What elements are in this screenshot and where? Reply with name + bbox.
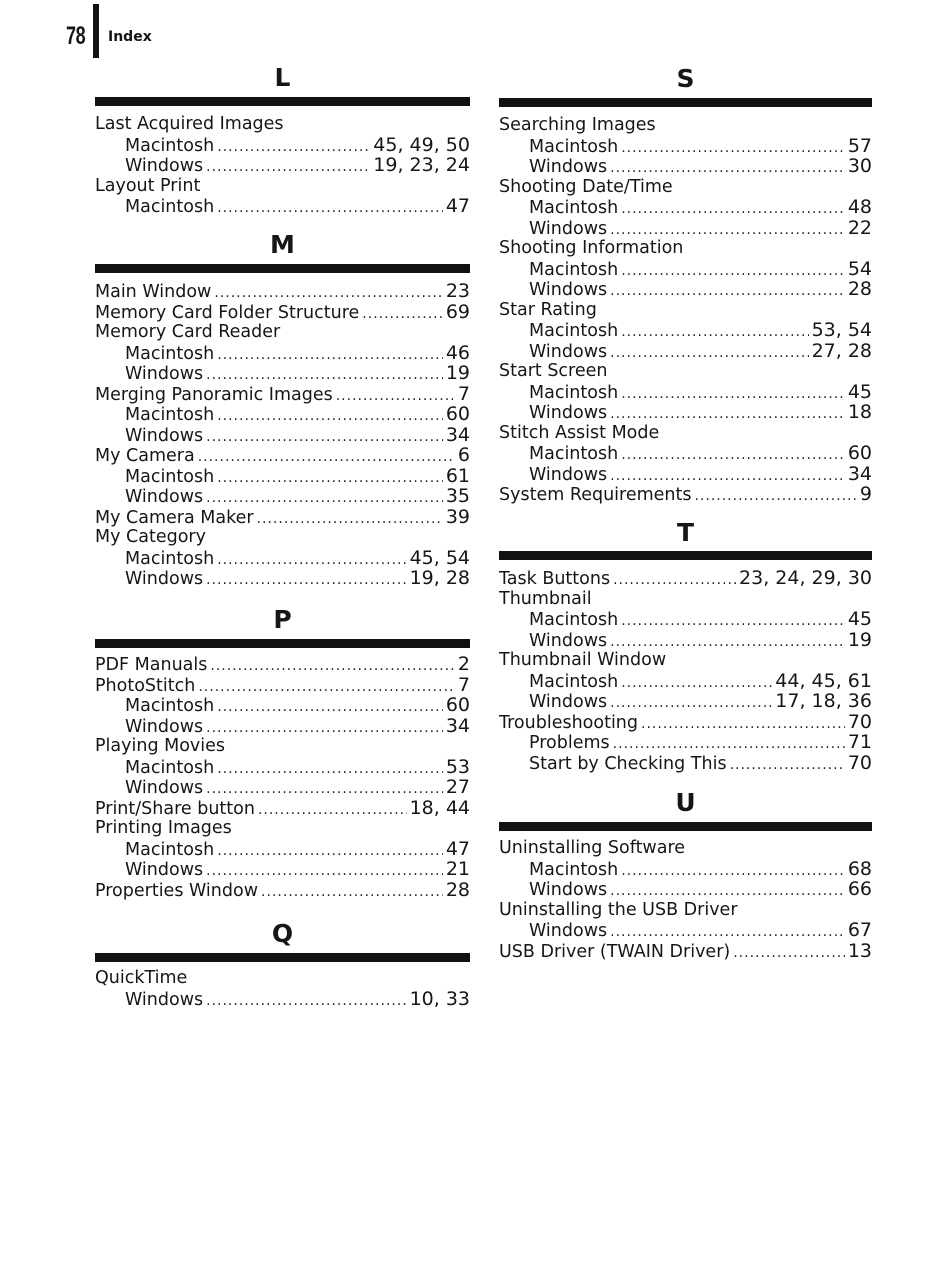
entry-label: Macintosh bbox=[125, 405, 215, 425]
index-subentry bbox=[125, 363, 470, 384]
entry-label: Stitch Assist Mode bbox=[499, 422, 660, 443]
page-reference: 19, 23, 24 bbox=[373, 154, 470, 176]
entry-label: Windows bbox=[125, 425, 204, 446]
index-subentry bbox=[125, 548, 470, 569]
index-subentry bbox=[125, 486, 470, 507]
index-entry bbox=[95, 880, 470, 901]
section-rule bbox=[499, 98, 872, 107]
section-rule bbox=[95, 97, 470, 106]
index-subentry bbox=[125, 425, 470, 446]
page-reference: 13 bbox=[847, 939, 872, 962]
entry-label: Macintosh bbox=[529, 444, 619, 464]
page-reference: 19, 28 bbox=[409, 567, 470, 589]
index-subentry bbox=[529, 753, 872, 774]
page-reference: 60 bbox=[445, 694, 470, 716]
page-reference: 48 bbox=[847, 196, 872, 218]
section-letter: Q bbox=[271, 919, 294, 948]
page-reference: 69 bbox=[445, 300, 470, 323]
index-subentry bbox=[125, 466, 470, 487]
page-reference: 70 bbox=[847, 751, 872, 774]
index-entry bbox=[499, 300, 872, 321]
entry-label: Windows bbox=[529, 630, 608, 651]
index-entry bbox=[95, 281, 470, 302]
page-reference: 45 bbox=[847, 608, 872, 630]
entry-label: My Camera bbox=[95, 446, 195, 466]
index-subentry bbox=[529, 671, 872, 692]
page-reference: 7 bbox=[457, 673, 470, 696]
page-reference: 35 bbox=[445, 485, 470, 507]
entry-label: Windows bbox=[529, 464, 608, 485]
entry-label: Macintosh bbox=[529, 259, 619, 280]
page-reference: 34 bbox=[847, 462, 872, 485]
page-reference: 66 bbox=[847, 878, 872, 900]
page-reference: 60 bbox=[445, 403, 470, 425]
index-entry bbox=[499, 361, 872, 382]
page-reference: 46 bbox=[445, 341, 470, 364]
entry-label: Shooting Date/Time bbox=[499, 176, 673, 197]
dot-leader bbox=[206, 991, 406, 1012]
page-reference: 21 bbox=[445, 858, 470, 880]
page-reference: 9 bbox=[859, 483, 872, 505]
dot-leader bbox=[261, 882, 443, 903]
entry-label: Windows bbox=[125, 156, 204, 176]
index-subentry bbox=[529, 259, 872, 280]
entry-label: Macintosh bbox=[125, 466, 215, 487]
page-reference: 28 bbox=[847, 278, 872, 300]
index-subentry bbox=[125, 989, 470, 1010]
index-subentry bbox=[529, 156, 872, 177]
index-subentry bbox=[125, 404, 470, 425]
index-subentry bbox=[529, 630, 872, 651]
index-entry bbox=[499, 177, 872, 198]
index-entry bbox=[499, 423, 872, 444]
entry-label: Windows bbox=[125, 989, 204, 1010]
entry-label: Layout Print bbox=[95, 175, 201, 196]
index-entry bbox=[499, 568, 872, 589]
index-subentry bbox=[529, 879, 872, 900]
index-entry bbox=[499, 650, 872, 671]
entry-label: Windows bbox=[529, 692, 608, 712]
entry-label: QuickTime bbox=[95, 968, 188, 988]
index-entry bbox=[95, 114, 470, 135]
dot-leader bbox=[733, 943, 845, 964]
header-title: Index bbox=[108, 29, 152, 45]
dot-leader bbox=[730, 755, 845, 776]
section-rule bbox=[95, 264, 470, 273]
index-subentry bbox=[529, 197, 872, 218]
entry-label: Windows bbox=[529, 921, 608, 941]
index-entry bbox=[499, 900, 872, 921]
page-reference: 45 bbox=[847, 380, 872, 403]
index-entry bbox=[95, 798, 470, 819]
entry-label: Macintosh bbox=[125, 548, 215, 569]
entry-label: Memory Card Folder Structure bbox=[95, 302, 360, 323]
entry-label: Windows bbox=[529, 341, 608, 362]
entry-label: Macintosh bbox=[125, 757, 215, 778]
entry-label: Windows bbox=[529, 403, 608, 423]
page-reference: 68 bbox=[847, 857, 872, 880]
index-entry bbox=[499, 115, 872, 136]
page-reference: 28 bbox=[445, 878, 470, 901]
page-reference: 45, 54 bbox=[409, 546, 470, 569]
page-reference: 57 bbox=[847, 134, 872, 157]
index-subentry bbox=[529, 218, 872, 239]
entry-label: Macintosh bbox=[529, 198, 619, 218]
page-reference: 39 bbox=[445, 505, 470, 528]
index-entry bbox=[95, 322, 470, 343]
index-entry bbox=[499, 838, 872, 859]
index-entry bbox=[95, 507, 470, 528]
index-entry bbox=[499, 238, 872, 259]
index-subentry bbox=[529, 320, 872, 341]
index-subentry bbox=[529, 732, 872, 753]
index-entry bbox=[95, 736, 470, 757]
index-subentry bbox=[529, 691, 872, 712]
entry-label: Windows bbox=[125, 364, 204, 384]
index-subentry bbox=[125, 859, 470, 880]
page-reference: 30 bbox=[847, 155, 872, 177]
page-reference: 27, 28 bbox=[811, 339, 872, 362]
entry-label: Macintosh bbox=[529, 859, 619, 880]
entry-label: PhotoStitch bbox=[95, 675, 196, 696]
dot-leader bbox=[206, 570, 406, 591]
entry-label: Start by Checking This bbox=[529, 753, 727, 774]
page-number: 78 bbox=[66, 22, 86, 50]
index-entry bbox=[499, 589, 872, 610]
index-subentry bbox=[125, 716, 470, 737]
page-reference: 17, 18, 36 bbox=[775, 690, 872, 712]
page-reference: 2 bbox=[457, 653, 470, 675]
index-subentry bbox=[125, 155, 470, 176]
entry-label: Problems bbox=[529, 733, 610, 753]
page-reference: 6 bbox=[457, 444, 470, 466]
entry-label: Windows bbox=[529, 880, 608, 900]
page-reference: 7 bbox=[457, 382, 470, 405]
page-reference: 53 bbox=[445, 755, 470, 778]
section-rule bbox=[95, 953, 470, 962]
index-subentry bbox=[529, 920, 872, 941]
entry-label: Printing Images bbox=[95, 818, 232, 838]
entry-label: USB Driver (TWAIN Driver) bbox=[499, 941, 731, 962]
entry-label: Windows bbox=[529, 280, 608, 300]
entry-label: Memory Card Reader bbox=[95, 322, 281, 342]
page-reference: 71 bbox=[847, 731, 872, 753]
page-reference: 18, 44 bbox=[409, 796, 470, 819]
index-subentry bbox=[125, 568, 470, 589]
section-letter: S bbox=[676, 64, 695, 93]
page-reference: 53, 54 bbox=[811, 319, 872, 341]
page-reference: 61 bbox=[445, 464, 470, 487]
page-reference: 22 bbox=[847, 216, 872, 239]
entry-label: Thumbnail Window bbox=[499, 650, 667, 670]
entry-label: Uninstalling the USB Driver bbox=[499, 899, 738, 920]
index-entry bbox=[499, 712, 872, 733]
index-subentry bbox=[125, 695, 470, 716]
page-reference: 67 bbox=[847, 919, 872, 941]
page-reference: 23, 24, 29, 30 bbox=[739, 567, 872, 589]
dot-leader bbox=[217, 198, 443, 219]
entry-label: Playing Movies bbox=[95, 736, 226, 756]
entry-label: Windows bbox=[125, 569, 204, 589]
section-letter: T bbox=[676, 518, 695, 547]
entry-label: Properties Window bbox=[95, 880, 259, 901]
index-entry bbox=[95, 302, 470, 323]
index-entry bbox=[95, 675, 470, 696]
section-letter: P bbox=[273, 605, 292, 634]
entry-label: My Camera Maker bbox=[95, 507, 254, 528]
index-entry bbox=[95, 818, 470, 839]
index-subentry bbox=[529, 382, 872, 403]
index-entry bbox=[95, 968, 470, 989]
index-entry bbox=[499, 484, 872, 505]
page-reference: 19 bbox=[847, 628, 872, 651]
page-reference: 44, 45, 61 bbox=[775, 669, 872, 692]
index-subentry bbox=[125, 757, 470, 778]
page-reference: 10, 33 bbox=[409, 987, 470, 1010]
index-subentry bbox=[529, 609, 872, 630]
entry-label: Merging Panoramic Images bbox=[95, 384, 333, 405]
page-reference: 34 bbox=[445, 423, 470, 446]
entry-label: Star Rating bbox=[499, 299, 597, 320]
index-entry bbox=[95, 445, 470, 466]
page-reference: 45, 49, 50 bbox=[373, 133, 470, 156]
index-subentry bbox=[529, 279, 872, 300]
header-bar bbox=[93, 4, 99, 58]
index-subentry bbox=[125, 135, 470, 156]
entry-label: System Requirements bbox=[499, 485, 692, 505]
index-subentry bbox=[125, 343, 470, 364]
entry-label: Windows bbox=[125, 487, 204, 507]
page-reference: 54 bbox=[847, 257, 872, 280]
entry-label: Macintosh bbox=[529, 136, 619, 157]
entry-label: Macintosh bbox=[529, 321, 619, 341]
index-entry bbox=[499, 941, 872, 962]
index-subentry bbox=[529, 464, 872, 485]
entry-label: Searching Images bbox=[499, 115, 656, 135]
entry-label: Uninstalling Software bbox=[499, 838, 686, 858]
entry-label: Macintosh bbox=[125, 197, 215, 217]
section-rule bbox=[499, 551, 872, 560]
entry-label: Macintosh bbox=[125, 696, 215, 716]
index-subentry bbox=[125, 196, 470, 217]
page-reference: 60 bbox=[847, 442, 872, 464]
entry-label: Macintosh bbox=[529, 671, 619, 692]
page-reference: 27 bbox=[445, 776, 470, 798]
page-reference: 70 bbox=[847, 710, 872, 733]
index-subentry bbox=[125, 839, 470, 860]
page-reference: 19 bbox=[445, 362, 470, 384]
index-entry bbox=[95, 384, 470, 405]
entry-label: Main Window bbox=[95, 282, 212, 302]
index-entry bbox=[95, 527, 470, 548]
entry-label: Macintosh bbox=[125, 343, 215, 364]
section-letter: L bbox=[274, 63, 291, 92]
section-rule bbox=[499, 822, 872, 831]
index-entry bbox=[95, 654, 470, 675]
entry-label: Windows bbox=[125, 716, 204, 737]
entry-label: PDF Manuals bbox=[95, 655, 208, 675]
index-subentry bbox=[125, 777, 470, 798]
index-entry bbox=[95, 176, 470, 197]
entry-label: Troubleshooting bbox=[499, 712, 639, 733]
entry-label: Macintosh bbox=[125, 839, 215, 860]
page-reference: 18 bbox=[847, 401, 872, 423]
entry-label: Last Acquired Images bbox=[95, 114, 284, 134]
page-reference: 23 bbox=[445, 280, 470, 302]
entry-label: Shooting Information bbox=[499, 238, 684, 258]
page-reference: 47 bbox=[445, 195, 470, 217]
entry-label: Macintosh bbox=[529, 382, 619, 403]
index-subentry bbox=[529, 402, 872, 423]
section-letter: U bbox=[675, 788, 696, 817]
index-subentry bbox=[529, 341, 872, 362]
entry-label: Macintosh bbox=[529, 610, 619, 630]
entry-label: Start Screen bbox=[499, 361, 608, 381]
entry-label: Windows bbox=[125, 778, 204, 798]
index-subentry bbox=[529, 136, 872, 157]
entry-label: Task Buttons bbox=[499, 569, 611, 589]
section-letter: M bbox=[270, 230, 295, 259]
index-subentry bbox=[529, 443, 872, 464]
index-subentry bbox=[529, 859, 872, 880]
entry-label: Macintosh bbox=[125, 135, 215, 156]
page-reference: 47 bbox=[445, 837, 470, 860]
entry-label: Thumbnail bbox=[499, 588, 592, 609]
entry-label: Windows bbox=[529, 218, 608, 239]
entry-label: My Category bbox=[95, 527, 206, 547]
dot-leader bbox=[694, 486, 856, 507]
page-reference: 34 bbox=[445, 714, 470, 737]
section-rule bbox=[95, 639, 470, 648]
entry-label: Print/Share button bbox=[95, 798, 255, 819]
entry-label: Windows bbox=[125, 860, 204, 880]
entry-label: Windows bbox=[529, 157, 608, 177]
